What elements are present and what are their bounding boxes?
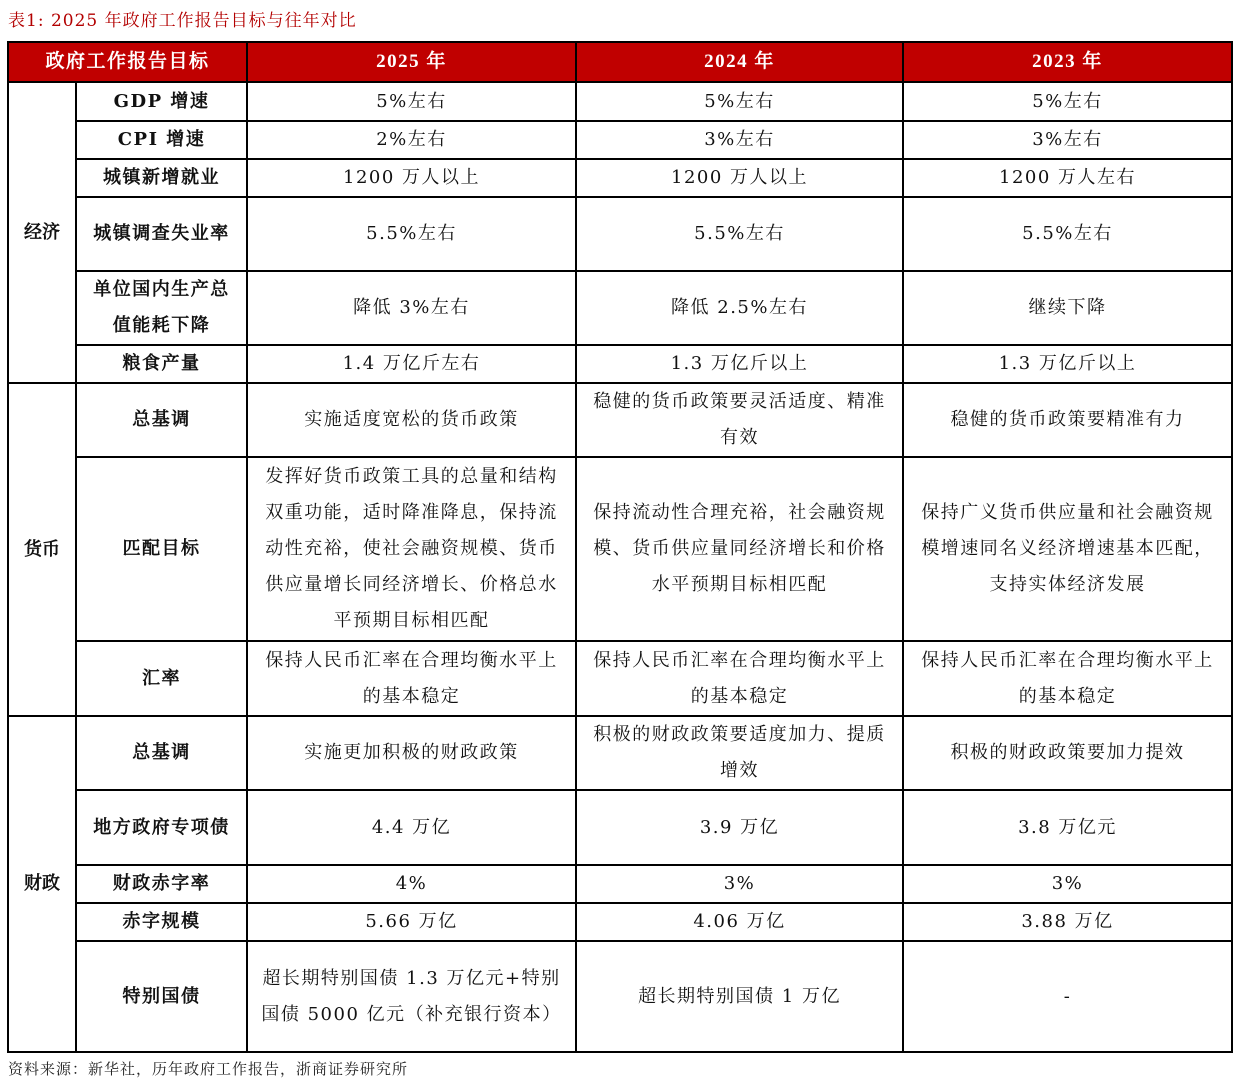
cell-2025: 保持人民币汇率在合理均衡水平上的基本稳定 — [247, 641, 576, 716]
cell-2023: 保持人民币汇率在合理均衡水平上的基本稳定 — [903, 641, 1232, 716]
cell-2025: 实施适度宽松的货币政策 — [247, 383, 576, 457]
row-label: 财政赤字率 — [76, 865, 247, 903]
cell-2024: 5.5%左右 — [576, 197, 903, 271]
cell-2023: 3% — [903, 865, 1232, 903]
source-note: 资料来源：新华社，历年政府工作报告，浙商证券研究所 — [8, 1060, 409, 1078]
cell-2024: 1.3 万亿斤以上 — [576, 345, 903, 383]
cell-2024: 稳健的货币政策要灵活适度、精准有效 — [576, 383, 903, 457]
cell-2025: 4% — [247, 865, 576, 903]
table-row — [8, 941, 1232, 1052]
table-row — [8, 457, 1232, 641]
cell-2025: 超长期特别国债 1.3 万亿元+特别国债 5000 亿元（补充银行资本） — [247, 941, 576, 1052]
cell-2023: 5.5%左右 — [903, 197, 1232, 271]
cell-2025: 1200 万人以上 — [247, 159, 576, 197]
cell-2023: 稳健的货币政策要精准有力 — [903, 383, 1232, 457]
table-row — [8, 641, 1232, 716]
row-label: CPI 增速 — [76, 121, 247, 159]
table-row — [8, 790, 1232, 865]
table-row — [8, 903, 1232, 941]
cell-2024: 超长期特别国债 1 万亿 — [576, 941, 903, 1052]
cell-2023: - — [903, 941, 1232, 1052]
category-fiscal: 财政 — [8, 716, 76, 1052]
cell-2024: 1200 万人以上 — [576, 159, 903, 197]
cell-2024: 3%左右 — [576, 121, 903, 159]
cell-2025: 2%左右 — [247, 121, 576, 159]
table-row — [8, 121, 1232, 159]
table-row — [8, 82, 1232, 121]
cell-2025: 4.4 万亿 — [247, 790, 576, 865]
cell-2024: 保持流动性合理充裕，社会融资规模、货币供应量同经济增长和价格水平预期目标相匹配 — [576, 457, 903, 641]
cell-2025: 5.66 万亿 — [247, 903, 576, 941]
cell-2025: 实施更加积极的财政政策 — [247, 716, 576, 790]
header-2023: 2023 年 — [903, 42, 1232, 82]
row-label: 总基调 — [76, 716, 247, 790]
row-label: 赤字规模 — [76, 903, 247, 941]
cell-2023: 继续下降 — [903, 271, 1232, 345]
header-2025: 2025 年 — [247, 42, 576, 82]
row-label: 城镇新增就业 — [76, 159, 247, 197]
category-monetary: 货币 — [8, 383, 76, 716]
cell-2023: 3%左右 — [903, 121, 1232, 159]
cell-2024: 保持人民币汇率在合理均衡水平上的基本稳定 — [576, 641, 903, 716]
cell-2023: 积极的财政政策要加力提效 — [903, 716, 1232, 790]
cell-2023: 1200 万人左右 — [903, 159, 1232, 197]
cell-2024: 4.06 万亿 — [576, 903, 903, 941]
header-2024: 2024 年 — [576, 42, 903, 82]
table-row — [8, 197, 1232, 271]
header-target: 政府工作报告目标 — [8, 42, 247, 82]
cell-2025: 降低 3%左右 — [247, 271, 576, 345]
table-row — [8, 716, 1232, 790]
table-row — [8, 345, 1232, 383]
category-economy: 经济 — [8, 82, 76, 383]
row-label: GDP 增速 — [76, 82, 247, 121]
row-label: 汇率 — [76, 641, 247, 716]
row-label: 总基调 — [76, 383, 247, 457]
table-row — [8, 271, 1232, 345]
row-label: 城镇调查失业率 — [76, 197, 247, 271]
cell-2025: 5.5%左右 — [247, 197, 576, 271]
cell-2024: 5%左右 — [576, 82, 903, 121]
cell-2023: 5%左右 — [903, 82, 1232, 121]
row-label: 粮食产量 — [76, 345, 247, 383]
row-label: 单位国内生产总值能耗下降 — [76, 271, 247, 345]
cell-2024: 3% — [576, 865, 903, 903]
table-row — [8, 383, 1232, 457]
row-label: 匹配目标 — [76, 457, 247, 641]
cell-2025: 发挥好货币政策工具的总量和结构双重功能，适时降准降息，保持流动性充裕，使社会融资规模、货币供应量增长同经济增长、价格总水平预期目标相匹配 — [247, 457, 576, 641]
cell-2024: 积极的财政政策要适度加力、提质增效 — [576, 716, 903, 790]
cell-2023: 3.8 万亿元 — [903, 790, 1232, 865]
table-row — [8, 865, 1232, 903]
cell-2025: 1.4 万亿斤左右 — [247, 345, 576, 383]
cell-2023: 3.88 万亿 — [903, 903, 1232, 941]
cell-2024: 3.9 万亿 — [576, 790, 903, 865]
row-label: 特别国债 — [76, 941, 247, 1052]
row-label: 地方政府专项债 — [76, 790, 247, 865]
policy-targets-table — [7, 41, 1233, 1053]
cell-2023: 保持广义货币供应量和社会融资规模增速同名义经济增速基本匹配，支持实体经济发展 — [903, 457, 1232, 641]
table-caption: 表1: 2025 年政府工作报告目标与往年对比 — [8, 11, 357, 31]
header-row — [8, 42, 1232, 82]
cell-2024: 降低 2.5%左右 — [576, 271, 903, 345]
cell-2023: 1.3 万亿斤以上 — [903, 345, 1232, 383]
table-row — [8, 159, 1232, 197]
cell-2025: 5%左右 — [247, 82, 576, 121]
